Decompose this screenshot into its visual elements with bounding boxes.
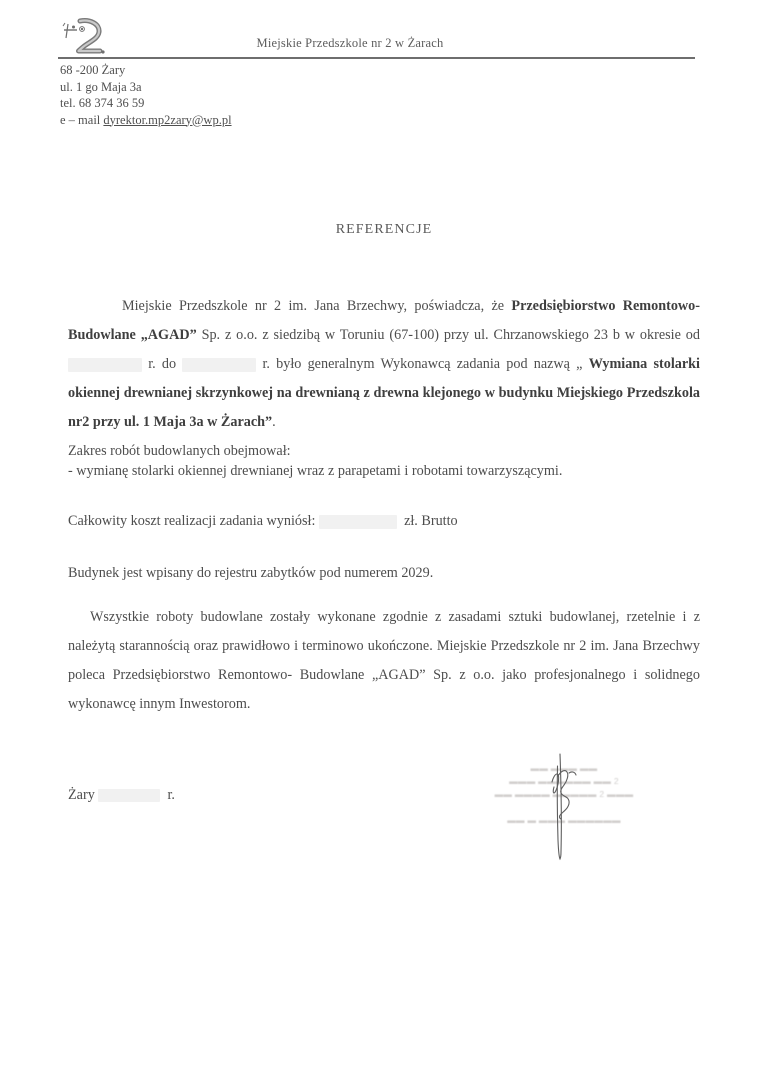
scope-item: - wymianę stolarki okiennej drewnianej wraz z parapetami i robotami towarzyszącymi. bbox=[68, 463, 563, 479]
address-street: ul. 1 go Maja 3a bbox=[60, 79, 142, 94]
heritage-register-note: Budynek jest wpisany do rejestru zabytków pod numerem 2029. bbox=[68, 565, 434, 581]
stamp-line-5: ▬▬ ▬ ▬▬▬ ▬▬▬▬▬▬ bbox=[507, 815, 621, 825]
cost-currency-suffix: zł. Brutto bbox=[404, 513, 458, 529]
task-name: Wymiana stolarki okiennej drewnianej skrzynkowej na drewnianą z drewna klejonego w budynku Miejskiego Przedszkola nr2 przy ul. 1 Maja 3a w Żarach” bbox=[68, 356, 700, 430]
redacted-cost-amount bbox=[319, 515, 397, 529]
redacted-period-end bbox=[182, 358, 256, 372]
intro-text-part3: r. do bbox=[142, 356, 183, 372]
address-email-line bbox=[60, 112, 232, 129]
organization-name: Miejskie Przedszkole nr 2 w Żarach bbox=[256, 36, 444, 50]
signature-place: Żary bbox=[68, 787, 95, 803]
address-phone: tel. 68 374 36 59 bbox=[60, 96, 145, 110]
stamp-line-2: ▬▬▬ ▬▬▬▬▬▬ ▬▬ 2 bbox=[509, 776, 619, 786]
intro-text-part1: Miejskie Przedszkole nr 2 im. Jana Brzechwy, poświadcza, że bbox=[122, 298, 512, 314]
redacted-period-start bbox=[68, 358, 142, 372]
letterhead bbox=[0, 0, 768, 135]
stamp-line-3: ▬▬ ▬▬▬▬ ▬▬▬▬▬ 2 ▬▬▬ bbox=[494, 789, 634, 799]
cost-label: Całkowity koszt realizacji zadania wyniósł: bbox=[68, 513, 316, 529]
email-address[interactable]: dyrektor.mp2zary@wp.pl bbox=[103, 112, 232, 127]
redacted-signature-date bbox=[98, 789, 160, 802]
scope-heading: Zakres robót budowlanych obejmował: bbox=[68, 443, 291, 459]
header-divider bbox=[58, 57, 695, 59]
cost-line bbox=[68, 507, 700, 536]
email-label: e – mail bbox=[60, 112, 104, 127]
address-block bbox=[60, 62, 232, 128]
signature-date-line bbox=[68, 787, 175, 804]
signature-date-suffix: r. bbox=[167, 787, 175, 803]
intro-text-part4: r. było generalnym Wykonawcą zadania pod nazwą „ bbox=[256, 356, 589, 372]
contractor-company-name: Przedsiębiorstwo Remontowo-Budowlane „AGAD” bbox=[68, 298, 700, 343]
intro-text-part2: Sp. z o.o. z siedzibą w Toruniu (67-100) przy ul. Chrzanowskiego 23 b w okresie od bbox=[196, 327, 700, 343]
stamp-line-1: ▬▬ ▬▬▬ ▬▬ bbox=[530, 763, 598, 773]
intro-text-part5: . bbox=[272, 414, 276, 430]
handwritten-signature bbox=[528, 752, 618, 867]
paragraph-introduction bbox=[68, 292, 700, 437]
address-postal-city: 68 -200 Żary bbox=[60, 63, 126, 77]
paragraph-closing: Wszystkie roboty budowlane zostały wykonane zgodnie z zasadami sztuki budowlanej, rzetelnie i z należytą starannością oraz prawidłowo i terminowo ukończone. Miejskie Przedszkole nr 2 im. Jana Brzechwy poleca Przedsiębiorstwo Remontowo- Budowlane „AGAD” Sp. z o.o. jako profesjonalnego i solidnego wykonawcę innym Inwestorom. bbox=[68, 609, 700, 712]
page-title: REFERENCJE bbox=[335, 222, 433, 237]
